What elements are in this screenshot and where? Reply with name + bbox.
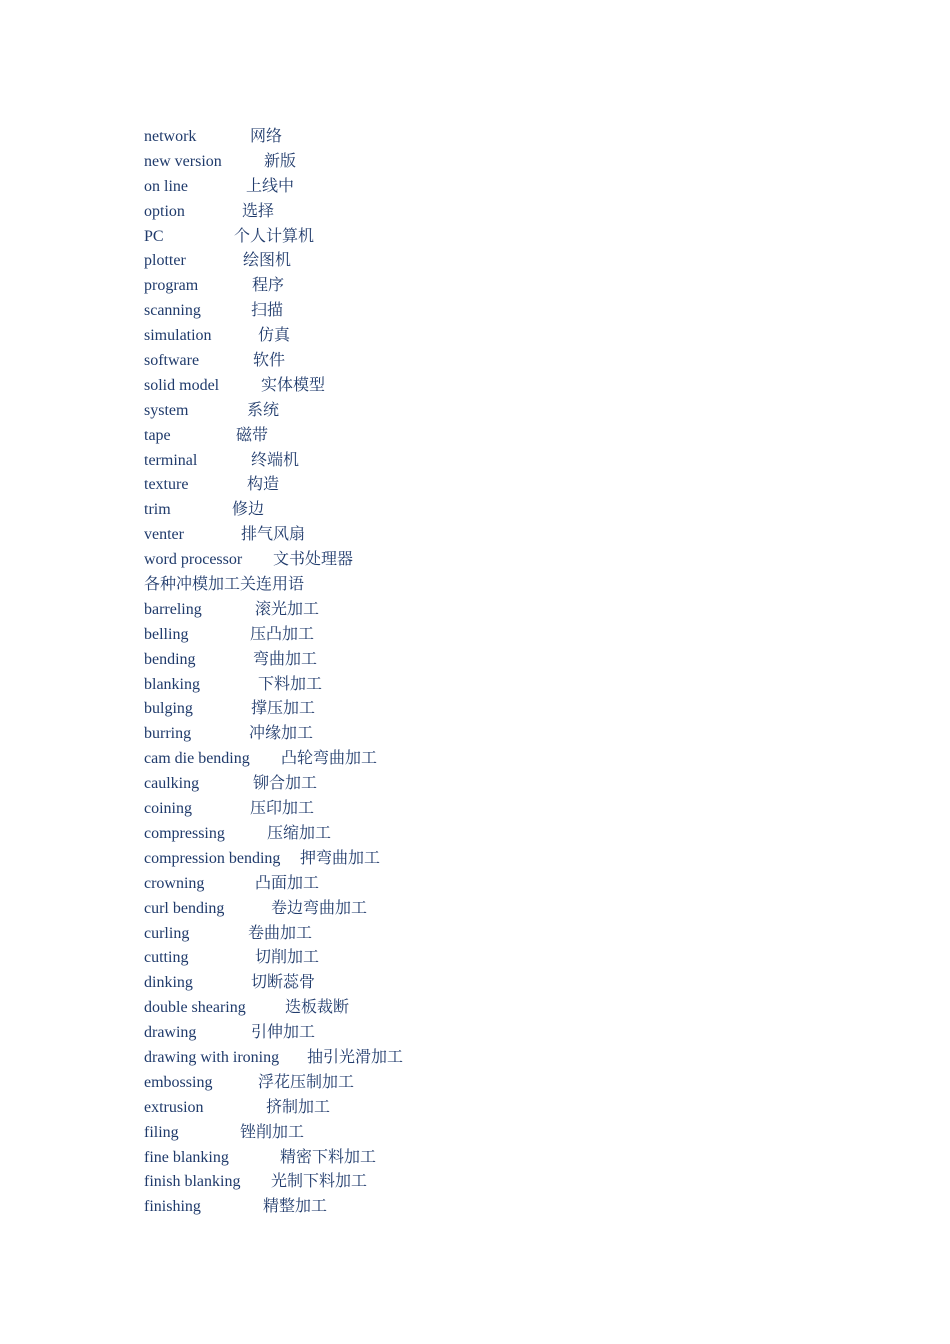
term-chinese: 精整加工 (263, 1198, 328, 1216)
term-english: compressing (144, 824, 225, 842)
term-chinese: 仿真 (258, 327, 291, 345)
term-english: embossing (144, 1073, 213, 1091)
glossary-entry (144, 847, 844, 872)
term-chinese: 精密下料加工 (280, 1148, 377, 1166)
term-english: bulging (144, 700, 193, 718)
term-english: drawing with ironing (144, 1048, 280, 1066)
term-english: texture (144, 476, 189, 494)
term-chinese: 系统 (247, 401, 280, 419)
term-english: on line (144, 177, 188, 195)
term-chinese: 压凸加工 (250, 625, 315, 643)
glossary-entry (144, 822, 844, 847)
glossary-entry (144, 648, 844, 673)
glossary-entry (144, 1121, 844, 1146)
glossary-entry (144, 1071, 844, 1096)
glossary-body (144, 125, 844, 1220)
glossary-entry (144, 473, 844, 498)
term-chinese: 锉削加工 (240, 1123, 305, 1141)
term-english: scanning (144, 302, 201, 320)
term-chinese: 卷曲加工 (248, 924, 313, 942)
glossary-entry (144, 996, 844, 1021)
glossary-entry (144, 598, 844, 623)
term-english: finish blanking (144, 1173, 241, 1191)
glossary-entry (144, 249, 844, 274)
term-english: software (144, 352, 200, 370)
term-english: curl bending (144, 899, 225, 917)
glossary-entry (144, 449, 844, 474)
term-chinese: 滚光加工 (255, 600, 320, 618)
term-english: double shearing (144, 999, 246, 1017)
term-english: drawing (144, 1024, 197, 1042)
term-chinese: 撑压加工 (251, 700, 316, 718)
glossary-entry (144, 1096, 844, 1121)
term-english: burring (144, 725, 192, 743)
glossary-entry (144, 971, 844, 996)
term-english: coining (144, 800, 192, 818)
term-chinese: 挤制加工 (266, 1098, 331, 1116)
term-chinese: 凸轮弯曲加工 (281, 750, 378, 768)
glossary-entry (144, 399, 844, 424)
glossary-entry (144, 1170, 844, 1195)
term-english: system (144, 401, 189, 419)
term-chinese: 光制下料加工 (271, 1173, 368, 1191)
glossary-entry (144, 125, 844, 150)
term-english: dinking (144, 974, 193, 992)
term-english: bending (144, 650, 196, 668)
glossary-entry (144, 872, 844, 897)
glossary-entry (144, 772, 844, 797)
term-chinese: 押弯曲加工 (300, 849, 381, 867)
term-chinese: 文书处理器 (273, 551, 354, 569)
term-english: option (144, 202, 185, 220)
glossary-entry (144, 349, 844, 374)
term-english: word processor (144, 551, 243, 569)
term-english: tape (144, 426, 171, 444)
glossary-entry (144, 946, 844, 971)
term-english: crowning (144, 874, 205, 892)
term-chinese: 凸面加工 (255, 874, 320, 892)
glossary-entry (144, 374, 844, 399)
section-heading-line (144, 573, 844, 598)
term-english: new version (144, 152, 222, 170)
term-chinese: 网络 (250, 128, 283, 145)
term-chinese: 卷边弯曲加工 (271, 899, 368, 917)
term-english: simulation (144, 327, 212, 345)
term-chinese: 排气风扇 (241, 526, 306, 544)
term-english: fine blanking (144, 1148, 229, 1166)
term-chinese: 新版 (264, 152, 297, 170)
term-chinese: 压缩加工 (267, 824, 332, 842)
term-english: finishing (144, 1198, 201, 1216)
glossary-entry (144, 548, 844, 573)
term-english: filing (144, 1123, 179, 1141)
term-english: program (144, 277, 199, 295)
term-chinese: 个人计算机 (234, 227, 315, 245)
glossary-entry (144, 1021, 844, 1046)
glossary-entry (144, 697, 844, 722)
term-english: terminal (144, 451, 198, 469)
term-chinese: 浮花压制加工 (258, 1073, 355, 1091)
term-chinese: 切断蕊骨 (251, 974, 316, 992)
glossary-entry (144, 225, 844, 250)
glossary-entry (144, 623, 844, 648)
term-chinese: 引伸加工 (251, 1024, 316, 1042)
term-english: plotter (144, 252, 186, 270)
glossary-entry (144, 922, 844, 947)
glossary-entry (144, 200, 844, 225)
term-english: belling (144, 625, 189, 643)
term-chinese: 冲缘加工 (249, 725, 314, 743)
term-chinese: 修边 (232, 501, 265, 519)
glossary-entry (144, 797, 844, 822)
term-english: cutting (144, 949, 189, 967)
term-english: blanking (144, 675, 200, 693)
term-english: barreling (144, 600, 202, 618)
glossary-entry (144, 897, 844, 922)
glossary-entry (144, 673, 844, 698)
term-chinese: 绘图机 (243, 252, 292, 270)
glossary-entry (144, 498, 844, 523)
glossary-entry (144, 1146, 844, 1171)
term-chinese: 软件 (253, 352, 286, 370)
term-chinese: 实体模型 (261, 376, 326, 394)
term-chinese: 下料加工 (258, 675, 323, 693)
glossary-entry (144, 150, 844, 175)
glossary-entry (144, 424, 844, 449)
section-heading: 各种冲模加工关连用语 (144, 576, 305, 594)
term-chinese: 迭板裁断 (285, 999, 350, 1017)
glossary-entry (144, 175, 844, 200)
term-english: solid model (144, 376, 220, 394)
term-chinese: 终端机 (251, 451, 300, 469)
term-english: extrusion (144, 1098, 204, 1116)
term-english: cam die bending (144, 750, 250, 768)
term-english: compression bending (144, 849, 281, 867)
term-chinese: 弯曲加工 (253, 650, 318, 668)
glossary-entry (144, 1195, 844, 1220)
term-english: trim (144, 501, 171, 519)
term-english: network (144, 128, 197, 145)
glossary-entry (144, 274, 844, 299)
glossary-entry (144, 324, 844, 349)
term-chinese: 程序 (252, 277, 285, 295)
term-chinese: 上线中 (246, 177, 295, 195)
term-english: venter (144, 526, 184, 544)
term-english: PC (144, 227, 164, 245)
glossary-entry (144, 1046, 844, 1071)
glossary-entry (144, 722, 844, 747)
glossary-entry (144, 747, 844, 772)
term-chinese: 磁带 (236, 426, 269, 444)
term-chinese: 扫描 (251, 302, 284, 320)
term-chinese: 选择 (242, 202, 275, 220)
term-english: curling (144, 924, 190, 942)
glossary-entry (144, 299, 844, 324)
term-chinese: 铆合加工 (253, 775, 318, 793)
term-chinese: 压印加工 (250, 800, 315, 818)
term-chinese: 切削加工 (255, 949, 320, 967)
glossary-entry (144, 523, 844, 548)
term-chinese: 构造 (247, 476, 280, 494)
term-chinese: 抽引光滑加工 (307, 1048, 404, 1066)
term-english: caulking (144, 775, 200, 793)
